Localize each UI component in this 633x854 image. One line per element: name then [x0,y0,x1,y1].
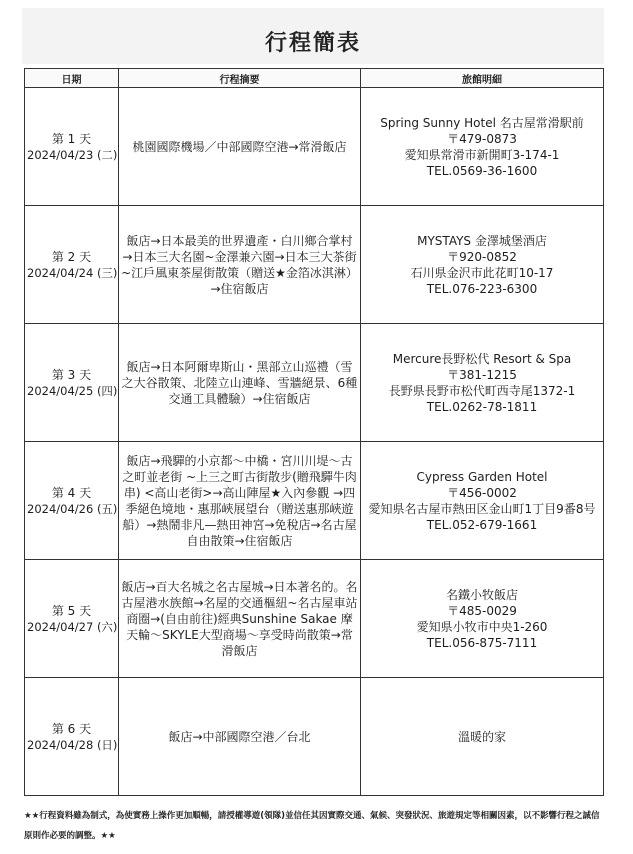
itinerary-text: 桃園國際機場／中部國際空港→常滑飯店 [132,139,347,154]
itinerary-cell [119,206,361,324]
date-cell [25,560,119,678]
table-row [25,88,604,206]
hotel-address: 愛知県名古屋市熱田区金山町1丁目9番8号 [368,501,596,516]
hotel-cell [361,206,604,324]
date-cell [25,324,119,442]
day-number: 第 1 天 [51,131,92,146]
day-number: 第 5 天 [51,603,92,618]
day-date: 2024/04/28 (日) [27,737,118,752]
hotel-cell [361,678,604,796]
date-cell [25,206,119,324]
hotel-postcode: 〒485-0029 [447,603,517,618]
hotel-address: 長野県長野市松代町西寺尾1372-1 [388,383,576,398]
hotel-address: 石川県金沢市此花町10-17 [410,265,554,280]
itinerary-text: 飯店→中部國際空港／台北 [168,729,311,744]
hotel-cell [361,560,604,678]
day-date: 2024/04/26 (五) [27,501,118,516]
itinerary-cell [119,88,361,206]
hotel-cell [361,324,604,442]
hotel-name: 名鐵小牧飯店 [445,587,518,602]
hotel-name: MYSTAYS 金澤城堡酒店 [417,233,547,248]
day-number: 第 3 天 [51,367,92,382]
itinerary-text: 飯店→百大名城之名古屋城→日本著名的。名古屋港水族館→名屋的交通樞紐~名古屋車站商圈→(自由前往)經典Sunshine Sakae 摩天輪～SKYLE大型商場～享受時尚散策→常滑飯店 [121,579,358,658]
day-number: 第 2 天 [51,249,92,264]
table-row [25,678,604,796]
hotel-postcode: 〒456-0002 [447,485,517,500]
hotel-name: Spring Sunny Hotel 名古屋常滑駅前 [380,115,584,130]
hotel-phone: TEL.076-223-6300 [426,281,538,296]
hotel-phone: TEL.0262-78-1811 [426,399,538,414]
itinerary-text: 飯店→飛驒的小京都～中橋・宮川川堤～古之町並老街 ~上三之町古街散步(贈飛驒牛肉串) <高山老街>→高山陣屋★入內參觀 →四季絕色境地・惠那峽展望台（贈送惠那峽遊船）→熱鬧非凡—熱田神宮→免稅店→名古屋自由散策→住宿飯店 [122,453,357,548]
date-cell [25,678,119,796]
header-hotel: 旅館明細 [361,69,604,88]
hotel-address: 愛知県常滑市新開町3-174-1 [404,147,560,162]
date-cell [25,442,119,560]
hotel-phone: TEL.0569-36-1600 [426,163,538,178]
itinerary-cell [119,560,361,678]
itinerary-table [24,68,604,796]
itinerary-text: 飯店→日本阿爾卑斯山・黑部立山巡禮（雪之大谷散策、北陸立山連峰、雪牆絕景、6種交通工具體驗）→住宿飯店 [121,359,358,406]
date-cell [25,88,119,206]
itinerary-cell [119,324,361,442]
table-row [25,324,604,442]
table-row [25,560,604,678]
day-date: 2024/04/25 (四) [27,383,118,398]
hotel-postcode: 〒920-0852 [447,249,517,264]
hotel-postcode: 〒479-0873 [447,131,517,146]
itinerary-cell [119,678,361,796]
hotel-phone: TEL.056-875-7111 [426,635,538,650]
header-itinerary: 行程摘要 [119,69,361,88]
day-number: 第 4 天 [51,485,92,500]
table-header-row [25,69,604,88]
day-date: 2024/04/23 (二) [27,147,118,162]
hotel-cell [361,442,604,560]
hotel-address: 愛知県小牧市中央1-260 [416,619,548,634]
hotel-name: 溫暖的家 [457,729,506,744]
day-number: 第 6 天 [51,721,92,736]
hotel-cell [361,88,604,206]
day-date: 2024/04/27 (六) [27,619,118,634]
footnote: ★★行程資料雖為制式，為使實務上操作更加順暢，請授權導遊(領隊)並信任其因實際交通、氣候、突發狀況、旅遊規定等相關因素，以不影響行程之誠信原則作必要的調整。★★ [24,811,600,841]
header-date: 日期 [25,69,119,88]
day-date: 2024/04/24 (三) [27,265,118,280]
hotel-phone: TEL.052-679-1661 [426,517,538,532]
itinerary-cell [119,442,361,560]
title-band [22,8,604,64]
table-row [25,442,604,560]
hotel-name: Cypress Garden Hotel [416,469,548,484]
page-title: 行程簡表 [264,31,361,56]
hotel-name: Mercure長野松代 Resort & Spa [392,351,572,366]
hotel-postcode: 〒381-1215 [447,367,517,382]
table-row [25,206,604,324]
itinerary-text: 飯店→日本最美的世界遺產・白川鄉合掌村 →日本三大名園~金澤兼六園→日本三大茶街~江戶風東茶屋街散策（贈送★金箔冰淇淋）→住宿飯店 [121,233,358,296]
